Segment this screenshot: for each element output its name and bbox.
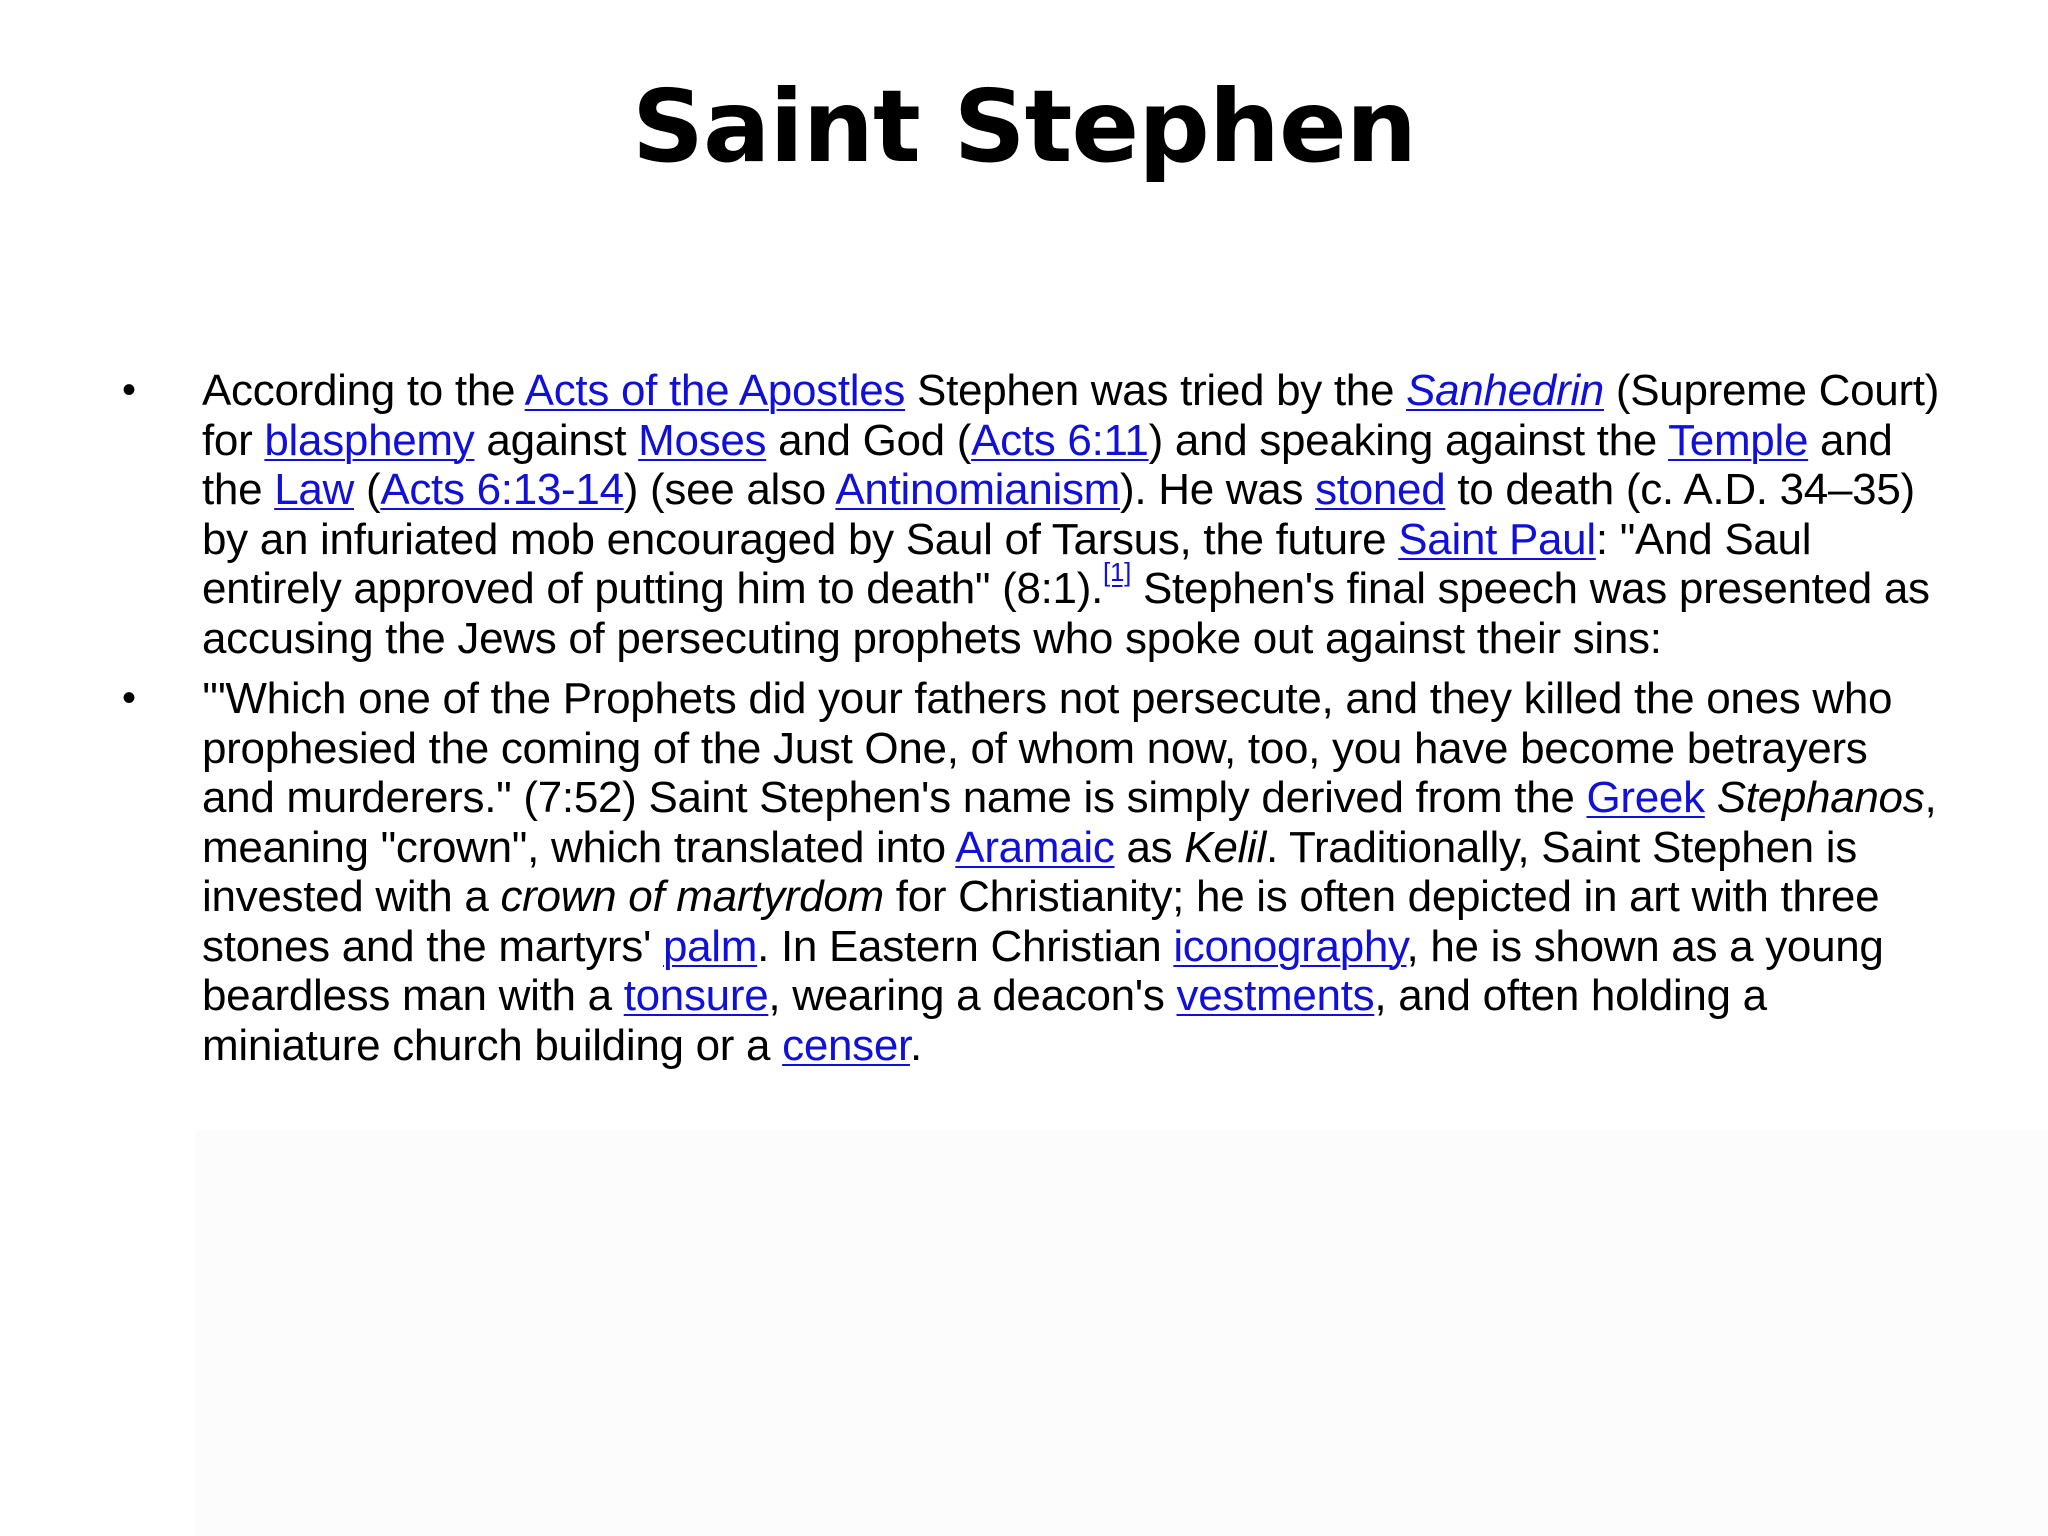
text-run: , and often holding a miniature church building or a xyxy=(202,971,1767,1070)
hyperlink[interactable]: Temple xyxy=(1668,415,1809,465)
text-run: ). He was xyxy=(1120,465,1316,514)
bullet-icon: • xyxy=(122,676,136,720)
text-run: for Christianity; he is often depicted in art with three stones and the martyrs' xyxy=(202,872,1880,971)
text-run: , wearing a deacon's xyxy=(768,971,1177,1020)
bullet-item xyxy=(120,674,1950,1070)
text-run: Stephanos xyxy=(1716,773,1925,822)
text-run: , he is shown as a young beardless man with a xyxy=(202,921,1884,1020)
text-run: and God ( xyxy=(766,415,972,465)
text-run: . xyxy=(909,1020,922,1070)
text-run: . In Eastern Christian xyxy=(757,921,1174,971)
bullet-text xyxy=(202,674,1936,1070)
hyperlink[interactable]: Saint Paul xyxy=(1398,514,1596,564)
text-run: ) and speaking against the xyxy=(1148,415,1669,465)
background-panel xyxy=(195,1130,2048,1536)
bullet-item xyxy=(120,366,1950,663)
hyperlink[interactable]: Sanhedrin xyxy=(1406,366,1604,415)
text-run: . Traditionally, Saint Stephen is invested with a xyxy=(202,822,1857,921)
hyperlink[interactable]: Law xyxy=(274,465,355,514)
hyperlink[interactable]: Acts 6:11 xyxy=(971,415,1149,465)
footnote-marker xyxy=(1103,557,1131,587)
hyperlink[interactable]: blasphemy xyxy=(264,415,475,465)
slide-title: Saint Stephen xyxy=(631,68,1417,185)
text-run xyxy=(1705,773,1717,822)
hyperlink[interactable]: stoned xyxy=(1315,465,1446,514)
text-run: (Supreme Court) for xyxy=(202,366,1940,465)
text-run: Stephen's final speech was presented as accusing the Jews of persecuting prophets who spoke out against their sins: xyxy=(202,564,1930,663)
hyperlink[interactable]: Acts 6:13-14 xyxy=(380,465,624,514)
text-run: Kelil xyxy=(1184,822,1266,872)
text-run: against xyxy=(474,415,639,465)
text-run: crown of martyrdom xyxy=(500,872,884,921)
hyperlink[interactable]: Acts of the Apostles xyxy=(524,366,906,415)
text-run: to death (c. A.D. 34–35) by an infuriated mob encouraged by Saul of Tarsus, the future xyxy=(202,465,1915,564)
hyperlink[interactable]: censer xyxy=(782,1020,910,1070)
bullet-text xyxy=(202,366,1939,663)
bullet-icon: • xyxy=(122,368,136,412)
hyperlink[interactable]: Greek xyxy=(1586,773,1705,822)
reference-link[interactable]: [1] xyxy=(1103,557,1132,587)
text-run: '"Which one of the Prophets did your fathers not persecute, and they killed the ones who prophesied the coming of the Just One, of whom now, too, you have become betrayers and murderers." (7:52) Saint Stephen's name is simply derived from the xyxy=(202,674,1893,822)
text-run: : "And Saul entirely approved of putting him to death" (8:1). xyxy=(202,514,1812,613)
text-run: , meaning "crown", which translated into xyxy=(202,773,1937,872)
hyperlink[interactable]: tonsure xyxy=(623,971,769,1020)
hyperlink[interactable]: iconography xyxy=(1173,921,1407,971)
text-run: According to the xyxy=(202,366,525,415)
hyperlink[interactable]: vestments xyxy=(1176,971,1375,1020)
hyperlink[interactable]: Antinomianism xyxy=(835,465,1121,514)
text-run: Stephen was tried by the xyxy=(905,366,1407,415)
hyperlink[interactable]: Moses xyxy=(638,415,767,465)
hyperlink[interactable]: Aramaic xyxy=(955,822,1115,872)
bullet-list xyxy=(120,366,1950,1081)
text-run: as xyxy=(1114,822,1185,872)
text-run: ) (see also xyxy=(623,465,836,514)
text-run: and the xyxy=(202,415,1893,514)
text-run: ( xyxy=(354,465,381,514)
hyperlink[interactable]: palm xyxy=(662,921,758,971)
